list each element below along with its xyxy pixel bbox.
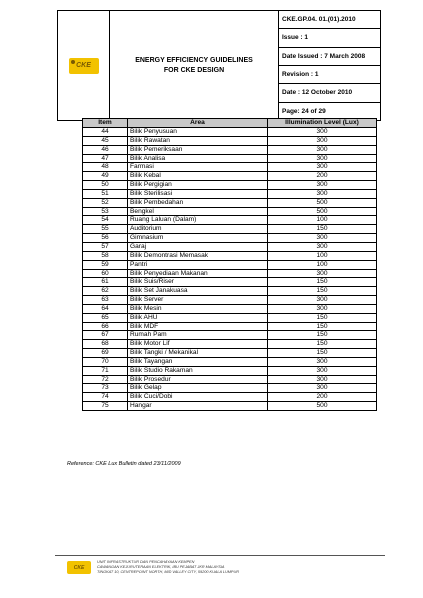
cell-item: 52	[83, 198, 128, 207]
table-body	[83, 128, 377, 411]
column-header-item: Item	[83, 119, 128, 128]
footer-divider	[55, 555, 385, 556]
cell-lux: 300	[268, 304, 377, 313]
column-header-lux: Illumination Level (Lux)	[268, 119, 377, 128]
cell-area: Bilik Sterilisasi	[128, 189, 268, 198]
document-meta	[279, 11, 380, 120]
footer-line-3: TINGKAT 10, CENTREPOINT NORTH, MID VALLEY CITY, 59200 KUALA LUMPUR	[97, 570, 239, 574]
table-row	[83, 154, 377, 163]
table-row	[83, 163, 377, 172]
table-row	[83, 296, 377, 305]
title-line-1: ENERGY EFFICIENCY GUIDELINES	[135, 56, 253, 64]
cell-lux: 100	[268, 260, 377, 269]
cell-area: Bilik Suis/Riser	[128, 278, 268, 287]
page-number: Page: 24 of 29	[282, 107, 326, 115]
cell-lux: 150	[268, 278, 377, 287]
table-row	[83, 136, 377, 145]
cell-item: 61	[83, 278, 128, 287]
cell-area: Gimnasium	[128, 234, 268, 243]
table-row	[83, 366, 377, 375]
logo-mark-icon	[71, 60, 75, 64]
cell-area: Bilik Cuci/Dobi	[128, 393, 268, 402]
table-row	[83, 242, 377, 251]
cell-area: Bilik Pergigian	[128, 181, 268, 190]
cell-area: Bilik Studio Rakaman	[128, 366, 268, 375]
cell-lux: 300	[268, 189, 377, 198]
cell-lux: 300	[268, 145, 377, 154]
cell-area: Bilik Server	[128, 296, 268, 305]
table-row	[83, 322, 377, 331]
cell-area: Bilik MDF	[128, 322, 268, 331]
cell-item: 45	[83, 136, 128, 145]
cell-area: Bilik Tangki / Mekanikal	[128, 349, 268, 358]
table-row	[83, 128, 377, 137]
table-row	[83, 181, 377, 190]
cell-item: 48	[83, 163, 128, 172]
cell-lux: 150	[268, 322, 377, 331]
table-row	[83, 269, 377, 278]
title-line-2: FOR CKE DESIGN	[163, 66, 225, 74]
cell-lux: 300	[268, 154, 377, 163]
cell-lux: 200	[268, 172, 377, 181]
cell-area: Bilik Penyusuan	[128, 128, 268, 137]
cell-item: 50	[83, 181, 128, 190]
cell-item: 44	[83, 128, 128, 137]
table-row	[83, 375, 377, 384]
cell-lux: 500	[268, 198, 377, 207]
cell-item: 71	[83, 366, 128, 375]
cell-lux: 300	[268, 128, 377, 137]
cell-area: Bilik Demontrasi Memasak	[128, 251, 268, 260]
document-header	[57, 10, 381, 121]
cell-area: Bilik Analisa	[128, 154, 268, 163]
cell-area: Bilik Tayangan	[128, 357, 268, 366]
cell-lux: 300	[268, 384, 377, 393]
cell-area: Bilik Gelap	[128, 384, 268, 393]
cell-area: Bilik Set Janakuasa	[128, 287, 268, 296]
cell-lux: 150	[268, 349, 377, 358]
cell-lux: 300	[268, 163, 377, 172]
table-header-row	[83, 119, 377, 128]
cell-item: 51	[83, 189, 128, 198]
cell-area: Hangar	[128, 402, 268, 411]
cell-lux: 500	[268, 207, 377, 216]
cell-item: 54	[83, 216, 128, 225]
cell-item: 62	[83, 287, 128, 296]
table-row	[83, 251, 377, 260]
cell-lux: 300	[268, 234, 377, 243]
cell-lux: 300	[268, 181, 377, 190]
date-issued: Date Issued : 7 March 2008	[279, 48, 380, 66]
cell-lux: 150	[268, 331, 377, 340]
table-row	[83, 278, 377, 287]
cell-item: 49	[83, 172, 128, 181]
table-row	[83, 384, 377, 393]
table-row	[83, 260, 377, 269]
table-row	[83, 313, 377, 322]
doc-code: CKE.GP.04. 01.(01).2010	[279, 11, 380, 29]
table-row	[83, 287, 377, 296]
cell-item: 58	[83, 251, 128, 260]
cell-area: Bilik Penyediaan Makanan	[128, 269, 268, 278]
cell-lux: 500	[268, 402, 377, 411]
reference-note: Reference: CKE Lux Bulletin dated 23/11/2009	[67, 461, 181, 467]
cell-item: 66	[83, 322, 128, 331]
table-row	[83, 304, 377, 313]
table-row	[83, 216, 377, 225]
cell-item: 59	[83, 260, 128, 269]
cell-item: 65	[83, 313, 128, 322]
cell-lux: 300	[268, 136, 377, 145]
cell-lux: 150	[268, 287, 377, 296]
header-logo-cell	[58, 11, 110, 120]
document-title	[110, 11, 279, 120]
table-row	[83, 225, 377, 234]
cell-area: Bilik Rawatan	[128, 136, 268, 145]
cell-item: 74	[83, 393, 128, 402]
footer-logo-text: CKE	[73, 564, 85, 571]
footer-logo	[67, 561, 91, 574]
cell-item: 46	[83, 145, 128, 154]
cell-area: Bilik Mesin	[128, 304, 268, 313]
cell-area: Pantri	[128, 260, 268, 269]
cell-lux: 300	[268, 296, 377, 305]
column-header-area: Area	[128, 119, 268, 128]
cell-lux: 150	[268, 313, 377, 322]
table-row	[83, 340, 377, 349]
cell-item: 53	[83, 207, 128, 216]
cke-logo	[69, 58, 99, 74]
cell-area: Bilik AHU	[128, 313, 268, 322]
cell-item: 64	[83, 304, 128, 313]
cell-lux: 300	[268, 269, 377, 278]
cell-area: Bilik Motor Lif	[128, 340, 268, 349]
cell-item: 60	[83, 269, 128, 278]
cell-item: 73	[83, 384, 128, 393]
cell-item: 69	[83, 349, 128, 358]
issue: Issue : 1	[279, 29, 380, 47]
table-row	[83, 207, 377, 216]
cell-area: Rumah Pam	[128, 331, 268, 340]
cell-item: 57	[83, 242, 128, 251]
table-row	[83, 172, 377, 181]
table-row	[83, 331, 377, 340]
cell-item: 55	[83, 225, 128, 234]
cell-area: Bengkel	[128, 207, 268, 216]
cell-area: Ruang Laluan (Dalam)	[128, 216, 268, 225]
cell-lux: 200	[268, 393, 377, 402]
footer-line-1: UNIT INFRASTRUKTUR DAN PENCAHAYAAN KEMPEN	[97, 560, 195, 564]
cell-lux: 300	[268, 375, 377, 384]
revision: Revision : 1	[279, 66, 380, 84]
cell-area: Farmasi	[128, 163, 268, 172]
table-row	[83, 349, 377, 358]
cell-item: 68	[83, 340, 128, 349]
cell-lux: 150	[268, 225, 377, 234]
illumination-table	[82, 118, 377, 411]
cell-item: 56	[83, 234, 128, 243]
cell-item: 70	[83, 357, 128, 366]
cell-area: Auditorium	[128, 225, 268, 234]
table-row	[83, 393, 377, 402]
cell-lux: 300	[268, 242, 377, 251]
table-row	[83, 189, 377, 198]
cell-lux: 100	[268, 251, 377, 260]
cell-area: Bilik Prosedur	[128, 375, 268, 384]
cell-lux: 300	[268, 366, 377, 375]
table-row	[83, 234, 377, 243]
cell-lux: 300	[268, 357, 377, 366]
table-row	[83, 198, 377, 207]
table-row	[83, 357, 377, 366]
cell-area: Bilik Pembedahan	[128, 198, 268, 207]
cell-item: 63	[83, 296, 128, 305]
cell-item: 75	[83, 402, 128, 411]
cell-item: 72	[83, 375, 128, 384]
cell-lux: 100	[268, 216, 377, 225]
date: Date : 12 October 2010	[279, 84, 380, 102]
table-row	[83, 145, 377, 154]
cell-item: 47	[83, 154, 128, 163]
table-row	[83, 402, 377, 411]
logo-text: CKE	[76, 62, 91, 69]
footer-line-2: CAWANGAN KEJURUTERAAN ELEKTRIK, IBU PEJABAT JKR MALAYSIA	[97, 565, 225, 569]
cell-item: 67	[83, 331, 128, 340]
footer-address	[97, 560, 387, 575]
cell-area: Bilik Pemeriksaan	[128, 145, 268, 154]
cell-area: Garaj	[128, 242, 268, 251]
cell-lux: 150	[268, 340, 377, 349]
cell-area: Bilik Kebal	[128, 172, 268, 181]
